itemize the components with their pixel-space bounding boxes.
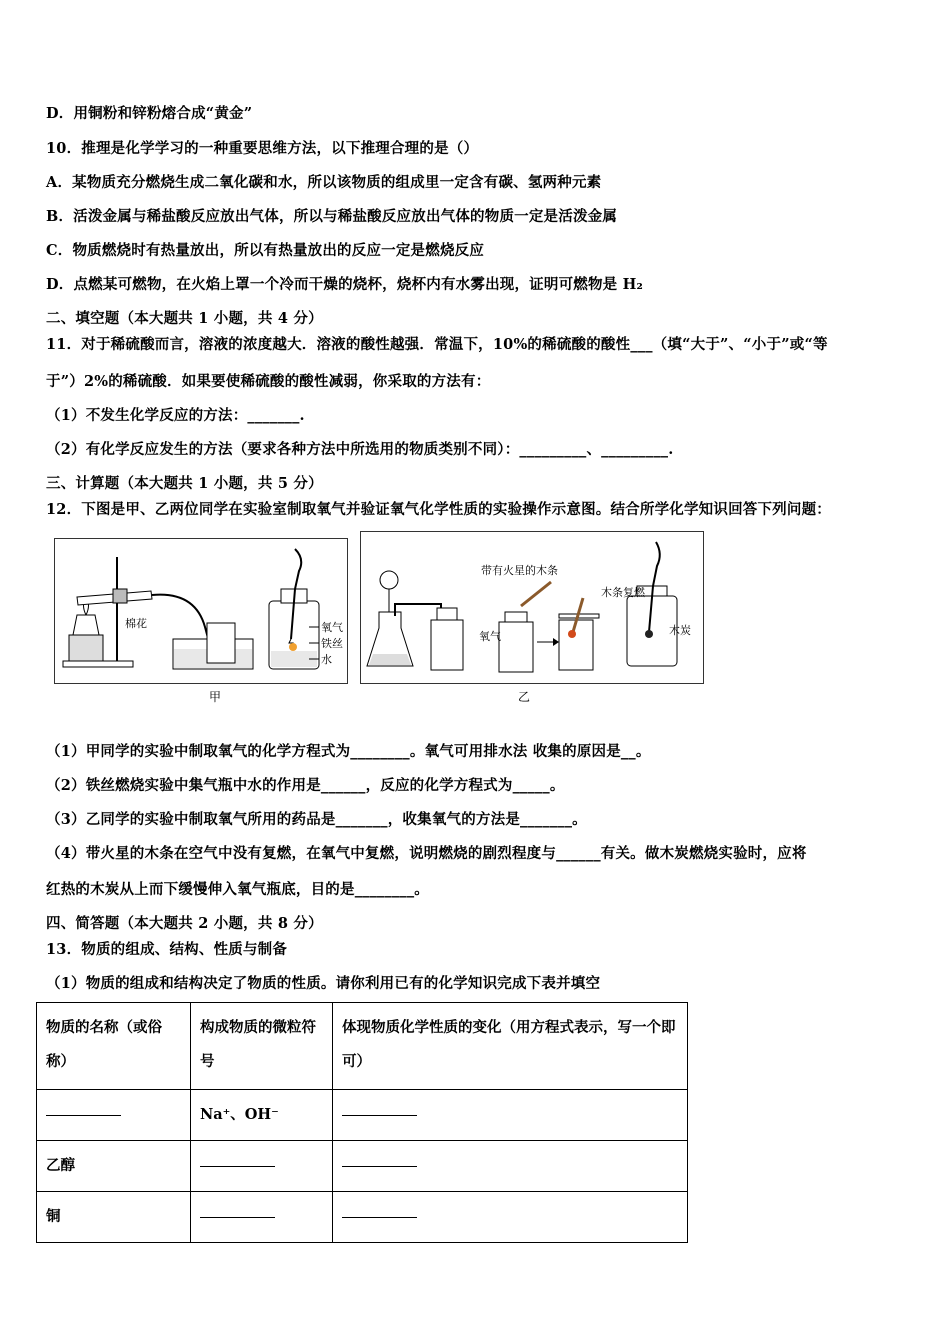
table-row	[37, 1090, 688, 1141]
line-q11b: 于”）2%的稀硫酸．如果要使稀硫酸的酸性减弱，你采取的方法有：	[46, 373, 491, 390]
line-q13-1: （1）物质的组成和结构决定了物质的性质。请你利用已有的化学知识完成下表并填空	[46, 975, 601, 992]
table-header-row	[37, 1003, 688, 1090]
label-oxygen: 氧气	[321, 621, 343, 634]
label-spark-stick: 带有火星的木条	[481, 564, 558, 577]
line-q10d: D．点燃某可燃物，在火焰上罩一个冷而干燥的烧杯，烧杯内有水雾出现，证明可燃物是 H₂	[46, 276, 644, 293]
line-q12-3: （3）乙同学的实验中制取氧气所用的药品是_______，收集氧气的方法是_______。	[46, 811, 587, 828]
section-3-heading: 三、计算题（本大题共 1 小题，共 5 分）	[46, 475, 323, 492]
figure-jia	[54, 538, 348, 684]
table-cell-change	[333, 1090, 688, 1141]
line-q10: 10．推理是化学学习的一种重要思维方法，以下推理合理的是（）	[46, 140, 479, 157]
line-q12-1: （1）甲同学的实验中制取氧气的化学方程式为________。氧气可用排水法 收集的原因是__。	[46, 743, 651, 760]
label-oxygen-bottle: 氧气	[479, 630, 501, 643]
table-cell-particles	[191, 1192, 333, 1243]
line-q11c: （1）不发生化学反应的方法：_______.	[46, 407, 305, 424]
table-header-particles: 构成物质的微粒符号	[191, 1003, 333, 1090]
label-cotton: 棉花	[125, 617, 147, 630]
section-4-heading: 四、简答题（本大题共 2 小题，共 8 分）	[46, 915, 323, 932]
table-cell-change	[333, 1192, 688, 1243]
table-cell-change	[333, 1141, 688, 1192]
line-q11a: 11．对于稀硫酸而言，溶液的浓度越大．溶液的酸性越强．常温下，10%的稀硫酸的酸性___（填“大于”、“小于”或“等	[46, 336, 828, 353]
line-q12-4a: （4）带火星的木条在空气中没有复燃，在氧气中复燃，说明燃烧的剧烈程度与______有关。做木炭燃烧实验时，应将	[46, 845, 807, 862]
line-q13: 13．物质的组成、结构、性质与制备	[46, 941, 288, 958]
label-iron-wire: 铁丝	[321, 637, 343, 650]
property-table	[36, 1002, 688, 1243]
line-q10b: B．活泼金属与稀盐酸反应放出气体，所以与稀盐酸反应放出气体的物质一定是活泼金属	[46, 208, 618, 225]
table-header-change: 体现物质化学性质的变化（用方程式表示，写一个即可）	[333, 1003, 688, 1090]
line-q12: 12．下图是甲、乙两位同学在实验室制取氧气并验证氧气化学性质的实验操作示意图。结合所学化学知识回答下列问题：	[46, 501, 831, 518]
figure-yi	[360, 531, 704, 684]
table-cell-name: 铜	[37, 1192, 191, 1243]
line-q12-4b: 红热的木炭从上而下缓慢伸入氧气瓶底，目的是________。	[46, 881, 429, 898]
apparatus-jia-drawing	[55, 539, 347, 683]
table-row	[37, 1192, 688, 1243]
line-q10c: C．物质燃烧时有热量放出，所以有热量放出的反应一定是燃烧反应	[46, 242, 485, 259]
label-relight: 木条复燃	[601, 586, 645, 599]
table-cell-particles: Na⁺、OH⁻	[191, 1090, 333, 1141]
table-cell-name	[37, 1090, 191, 1141]
line-q10a: A．某物质充分燃烧生成二氧化碳和水，所以该物质的组成里一定含有碳、氢两种元素	[46, 174, 602, 191]
section-2-heading: 二、填空题（本大题共 1 小题，共 4 分）	[46, 310, 323, 327]
figure-yi-caption: 乙	[518, 690, 531, 704]
table-row	[37, 1141, 688, 1192]
label-charcoal: 木炭	[669, 624, 691, 637]
figure-jia-caption: 甲	[209, 690, 222, 704]
table-header-name: 物质的名称（或俗称）	[37, 1003, 191, 1090]
line-q12-2: （2）铁丝燃烧实验中集气瓶中水的作用是______，反应的化学方程式为_____。	[46, 777, 565, 794]
line-q9d: D．用铜粉和锌粉熔合成“黄金”	[46, 105, 253, 122]
table-cell-name: 乙醇	[37, 1141, 191, 1192]
apparatus-yi-drawing	[361, 532, 703, 683]
label-water: 水	[321, 653, 332, 666]
table-cell-particles	[191, 1141, 333, 1192]
line-q11d: （2）有化学反应发生的方法（要求各种方法中所选用的物质类别不同）：_________、_________.	[46, 441, 674, 458]
